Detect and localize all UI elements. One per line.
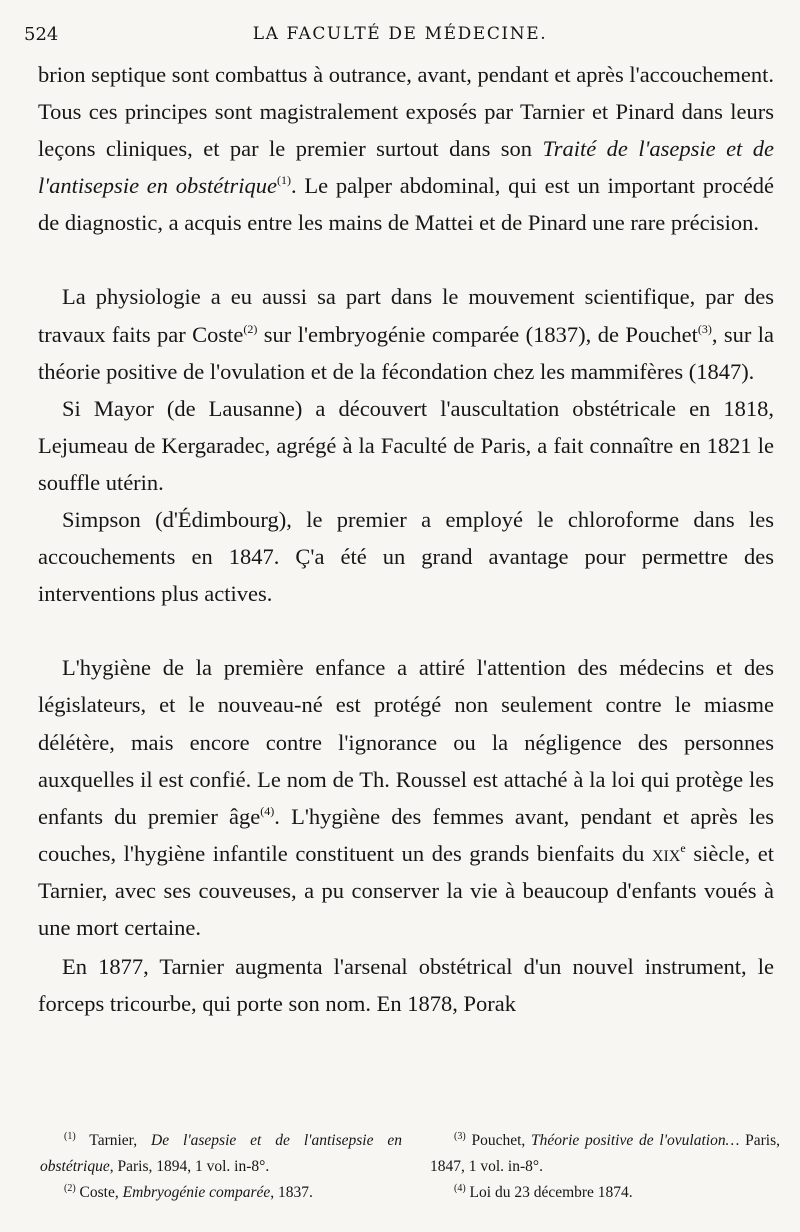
footnote-1-rest: , Paris, 1894, 1 vol. in-8°. bbox=[109, 1158, 270, 1175]
paragraph-2-text-a: La physiologie a eu aussi sa part dans le mouvement scientifique, par des travaux faits par Coste bbox=[38, 284, 774, 347]
paragraph-5-text-a: L'hygiène de la première enfance a attiré l'attention des médecins et des législateurs, et le nouveau-né est protégé non seulement contre le miasme délétère, mais encore contre l'ignorance ou la négligence des personnes auxquelles il est confié. Le nom de Th. Roussel est attaché à la loi qui protège les enfants du premier âge bbox=[38, 655, 774, 829]
footnote-ref-2: (2) bbox=[243, 321, 258, 336]
footnote-ref-4: (4) bbox=[260, 803, 275, 818]
cited-title-traite: Traité de l'asepsie et de l'antisepsie en obstétrique bbox=[38, 136, 774, 199]
running-title: LA FACULTÉ DE MÉDECINE. bbox=[252, 24, 548, 44]
paragraph-3: Si Mayor (de Lausanne) a découvert l'auscultation obstétricale en 1818, Lejumeau de Kergaradec, agrégé à la Faculté de Paris, a fait connaître en 1821 le souffle utérin. bbox=[38, 395, 774, 495]
footnote-1-title: De l'asepsie et de l'antisepsie en obstétrique bbox=[40, 1132, 402, 1175]
footnote-3-mark: (3) bbox=[454, 1131, 466, 1142]
footnote-4-rest: Loi du 23 décembre 1874. bbox=[465, 1184, 633, 1201]
running-head bbox=[24, 24, 776, 50]
footnote-2-title: Embryogénie comparée bbox=[122, 1184, 271, 1201]
footnotes bbox=[40, 1128, 780, 1206]
footnote-1-author: Tarnier, bbox=[75, 1132, 152, 1149]
footnote-3-title: Théorie positive de l'ovulation… bbox=[531, 1132, 740, 1149]
footnote-1-mark: (1) bbox=[64, 1131, 76, 1142]
footnote-2-rest: , 1837. bbox=[270, 1184, 313, 1201]
paragraph-5-text-c: siècle, et Tarnier, avec ses couveuses, a pu conserver la vie à beaucoup d'enfants voués à une mort certaine. bbox=[38, 840, 774, 940]
footnotes-right-column bbox=[430, 1128, 780, 1206]
footnote-2-mark: (2) bbox=[64, 1183, 76, 1194]
paragraph-2-text-b: sur l'embryogénie comparée (1837), de Pouchet bbox=[257, 321, 698, 347]
footnote-ref-3: (3) bbox=[697, 321, 712, 336]
paragraph-2 bbox=[38, 278, 774, 389]
footnote-2-author: Coste, bbox=[75, 1184, 123, 1201]
paragraph-6: En 1877, Tarnier augmenta l'arsenal obstétrical d'un nouvel instrument, le forceps tricourbe, qui porte son nom. En 1878, Porak bbox=[38, 954, 774, 1017]
century-numeral: xix bbox=[651, 840, 681, 866]
footnote-ref-1: (1) bbox=[277, 173, 291, 188]
body-text bbox=[38, 56, 774, 1022]
paragraph-1 bbox=[38, 56, 774, 241]
footnote-3 bbox=[430, 1128, 780, 1180]
footnotes-left-column bbox=[40, 1128, 402, 1206]
page-number: 524 bbox=[24, 24, 59, 45]
paragraph-2-text-c: , sur la théorie positive de l'ovulation et de la fécondation chez les mammifères (1847). bbox=[38, 321, 774, 384]
paragraph-1-text-b: . Le palper abdominal, qui est un important procédé de diagnostic, a acquis entre les mains de Mattei et de Pinard une rare précision. bbox=[38, 173, 774, 236]
paragraph-4: Simpson (d'Édimbourg), le premier a employé le chloroforme dans les accouchements en 1847. Ç'a été un grand avantage pour permettre des interventions plus actives. bbox=[38, 507, 774, 607]
footnote-4-mark: (4) bbox=[454, 1183, 466, 1194]
footnote-2 bbox=[40, 1180, 402, 1206]
footnote-3-author: Pouchet, bbox=[465, 1132, 532, 1149]
paragraph-1-text-a: brion septique sont combattus à outrance, avant, pendant et après l'accouchement. Tous ces principes sont magistralement exposés par Tarnier et Pinard dans leurs leçons cliniques, et par le premier surtout dans son bbox=[38, 62, 774, 162]
footnote-3-rest: Paris, 1847, 1 vol. in-8°. bbox=[430, 1132, 781, 1175]
footnote-4 bbox=[430, 1180, 780, 1206]
footnote-1 bbox=[40, 1128, 402, 1180]
century-ordinal: e bbox=[680, 840, 686, 855]
paragraph-5-text-b: . L'hygiène des femmes avant, pendant et après les couches, l'hygiène infantile constituent un des grands bienfaits du bbox=[38, 803, 774, 866]
paragraph-5 bbox=[38, 649, 774, 946]
